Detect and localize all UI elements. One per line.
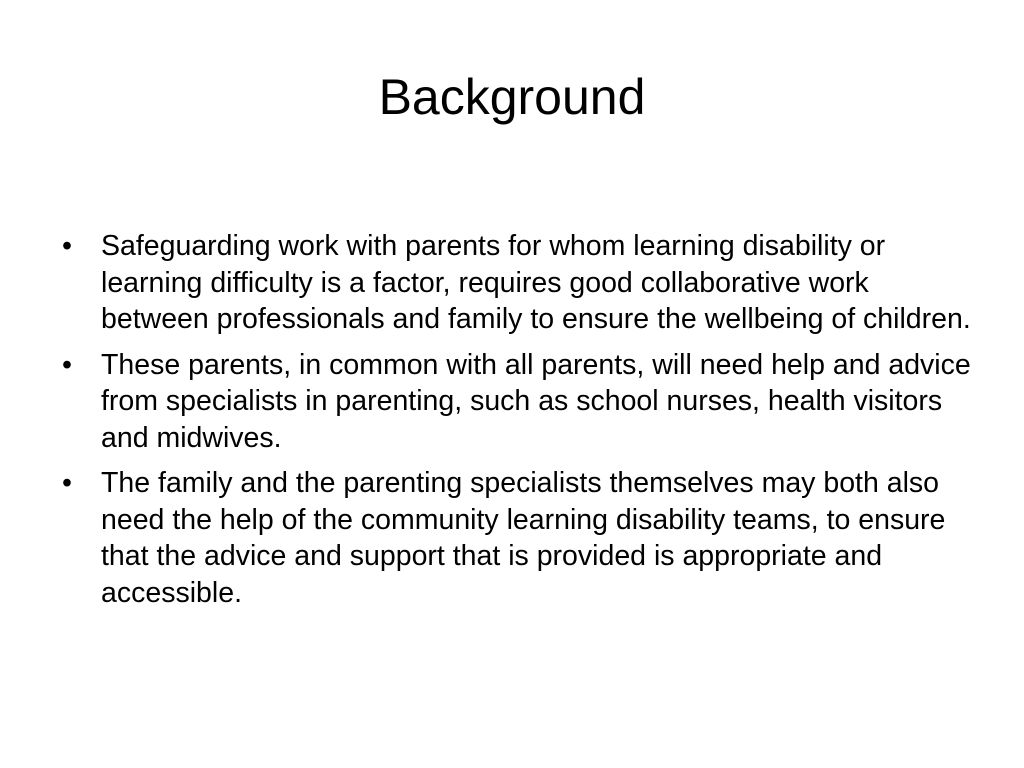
bullet-item (62, 347, 982, 457)
bullet-text: Safeguarding work with parents for whom learning disability or learning difficulty is a factor, requires good collaborative work between professionals and family to ensure the wellbeing of children. (101, 230, 971, 335)
bullet-marker: • (62, 230, 72, 262)
bullet-marker: • (62, 467, 72, 499)
slide-title: Background (378, 69, 646, 125)
bullet-list (62, 228, 982, 620)
bullet-text: These parents, in common with all parents, will need help and advice from specialists in parenting, such as school nurses, health visitors and midwives. (101, 348, 971, 454)
bullet-marker: • (62, 348, 72, 381)
bullet-text: The family and the parenting specialists themselves may both also need the help of the community learning disability teams, to ensure that the advice and support that is provided is appropriate and accessible. (101, 467, 946, 609)
bullet-item (62, 228, 982, 338)
bullet-item (62, 465, 982, 611)
